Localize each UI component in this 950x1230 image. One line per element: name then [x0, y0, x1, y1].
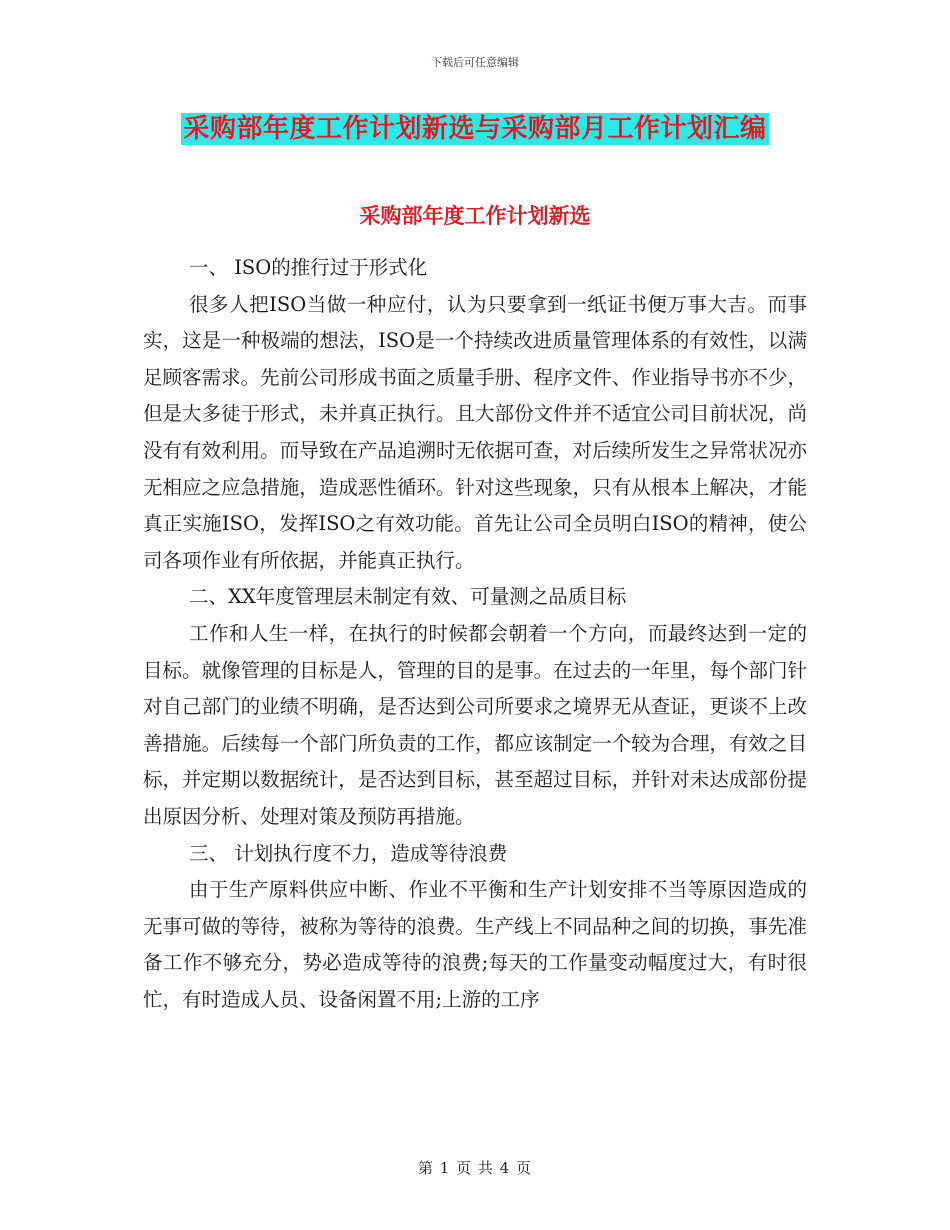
paragraph-2: 工作和人生一样，在执行的时候都会朝着一个方向，而最终达到一定的目标。就像管理的目标是人，管理的目的是事。在过去的一年里，每个部门针对自己部门的业绩不明确，是否达到公司所要求之境界无从查证，更谈不上改善措施。后续每一个部门所负责的工作，都应该制定一个较为合理，有效之目标，并定期以数据统计，是否达到目标，甚至超过目标，并针对未达成部份提出原因分析、处理对策及预防再措施。	[143, 621, 807, 828]
paragraph-3: 由于生产原料供应中断、作业不平衡和生产计划安排不当等原因造成的无事可做的等待，被称为等待的浪费。生产线上不同品种之间的切换，事先准备工作不够充分，势必造成等待的浪费;每天的工作量变动幅度过大，有时很忙，有时造成人员、设备闲置不用;上游的工序	[143, 878, 807, 1011]
paragraph-1: 很多人把ISO当做一种应付，认为只要拿到一纸证书便万事大吉。而事实，这是一种极端的想法，ISO是一个持续改进质量管理体系的有效性，以满足顾客需求。先前公司形成书面之质量手册、程序文件、作业指导书亦不少，但是大多徒于形式，未并真正执行。且大部份文件并不适宜公司目前状况，尚没有有效利用。而导致在产品追溯时无依据可查，对后续所发生之异常状况亦无相应之应急措施，造成恶性循环。针对这些现象，只有从根本上解决，才能真正实施ISO，发挥ISO之有效功能。首先让公司全员明白ISO的精神，使公司各项作业有所依据，并能真正执行。	[143, 292, 807, 572]
heading-1: 一、 ISO的推行过于形式化	[189, 256, 428, 279]
document-body	[143, 250, 807, 1018]
main-title-container	[0, 113, 950, 145]
page-footer: 第 1 页 共 4 页	[418, 1159, 532, 1177]
heading-3: 三、 计划执行度不力，造成等待浪费	[189, 841, 508, 865]
header-note: 下载后可任意编辑	[431, 56, 519, 69]
main-title: 采购部年度工作计划新选与采购部月工作计划汇编	[183, 114, 767, 144]
section-title: 采购部年度工作计划新选	[359, 204, 591, 228]
heading-2: 二、XX年度管理层未制定有效、可量测之品质目标	[189, 585, 627, 609]
